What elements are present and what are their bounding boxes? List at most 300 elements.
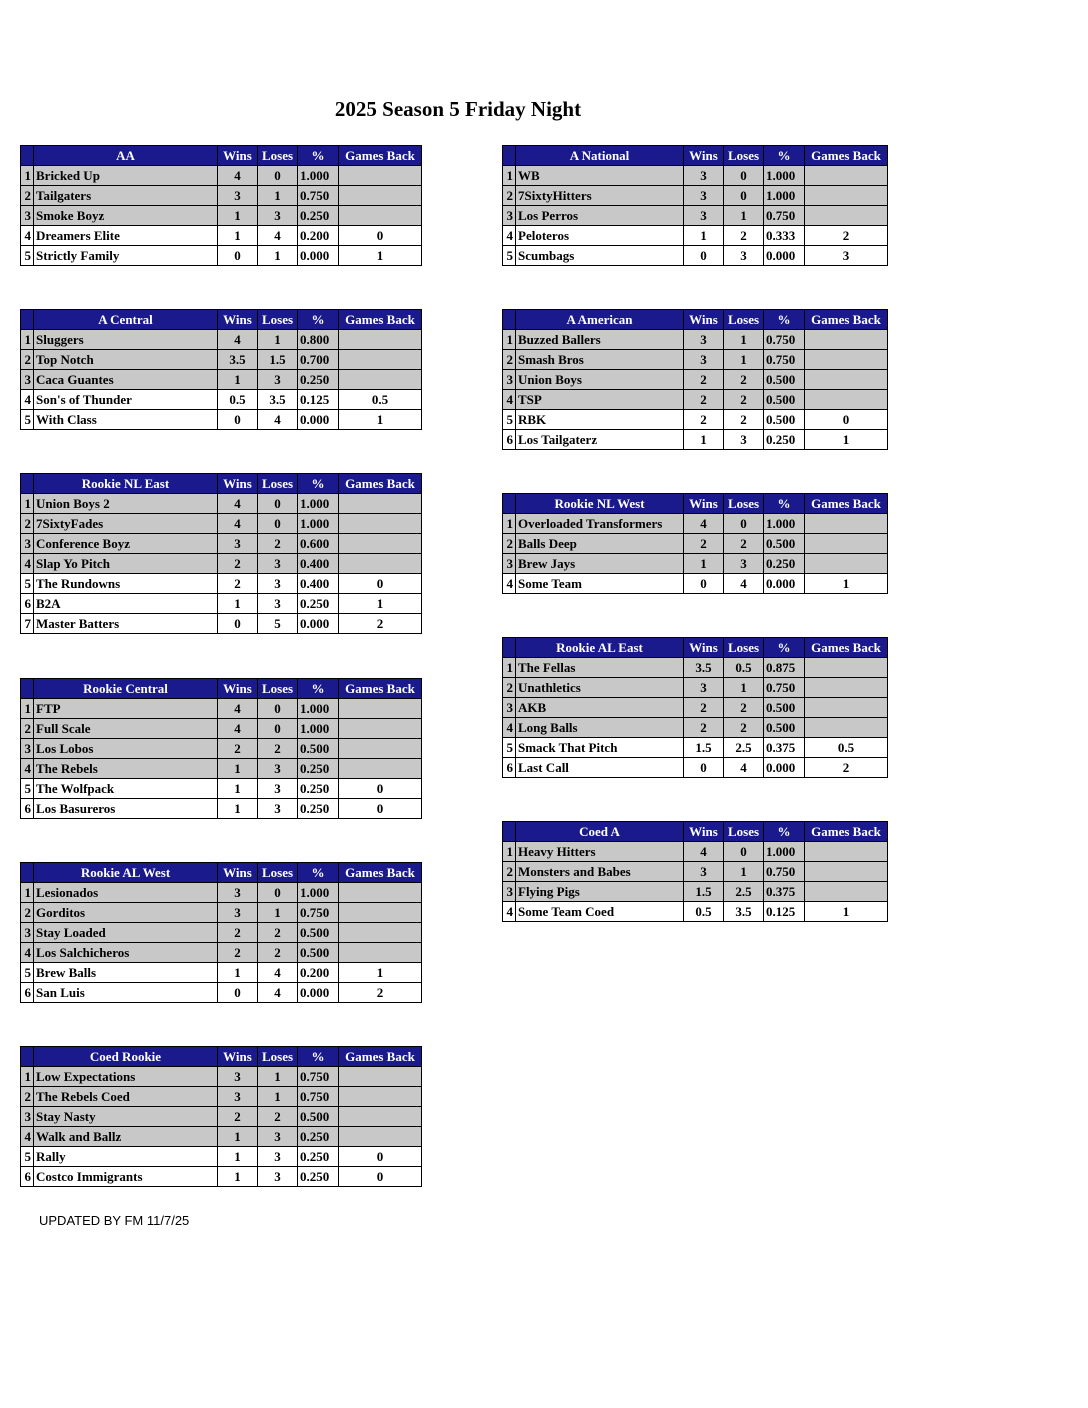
team-name: Master Batters (34, 614, 218, 634)
header-wins: Wins (218, 1047, 258, 1067)
header-loses: Loses (724, 494, 764, 514)
rank-cell: 5 (21, 779, 34, 799)
pct-cell: 0.700 (298, 350, 339, 370)
team-name: Los Tailgaterz (516, 430, 684, 450)
rank-cell: 3 (21, 739, 34, 759)
games-back-cell (339, 514, 422, 534)
team-name: Heavy Hitters (516, 842, 684, 862)
wins-cell: 1 (684, 554, 724, 574)
rank-cell: 2 (503, 186, 516, 206)
table-header-row (21, 146, 422, 166)
table-header-row (503, 146, 888, 166)
header-games-back: Games Back (339, 146, 422, 166)
games-back-cell: 3 (805, 246, 888, 266)
loses-cell: 3 (258, 206, 298, 226)
pct-cell: 0.000 (298, 614, 339, 634)
table-row (503, 574, 888, 594)
table-row (21, 1107, 422, 1127)
table-row (503, 902, 888, 922)
table-row (503, 862, 888, 882)
loses-cell: 2 (258, 739, 298, 759)
standings-table-a-american (502, 309, 888, 450)
header-rank (21, 679, 34, 699)
games-back-cell (339, 923, 422, 943)
games-back-cell (805, 350, 888, 370)
wins-cell: 2 (684, 534, 724, 554)
wins-cell: 0 (684, 758, 724, 778)
wins-cell: 2 (218, 1107, 258, 1127)
header-pct: % (298, 863, 339, 883)
rank-cell: 1 (503, 842, 516, 862)
table-header-row (503, 310, 888, 330)
header-rank (21, 863, 34, 883)
loses-cell: 2 (724, 410, 764, 430)
rank-cell: 6 (21, 1167, 34, 1187)
pct-cell: 0.500 (298, 943, 339, 963)
loses-cell: 3 (724, 430, 764, 450)
games-back-cell: 0 (339, 779, 422, 799)
table-row (503, 166, 888, 186)
rank-cell: 1 (21, 494, 34, 514)
wins-cell: 1.5 (684, 738, 724, 758)
team-name: Strictly Family (34, 246, 218, 266)
division-name: Rookie Central (34, 679, 218, 699)
header-rank (21, 146, 34, 166)
table-row (21, 574, 422, 594)
loses-cell: 4 (258, 410, 298, 430)
games-back-cell (339, 206, 422, 226)
table-row (21, 410, 422, 430)
loses-cell: 2 (724, 534, 764, 554)
team-name: Walk and Ballz (34, 1127, 218, 1147)
table-row (503, 658, 888, 678)
pct-cell: 1.000 (298, 494, 339, 514)
games-back-cell (339, 903, 422, 923)
pct-cell: 0.400 (298, 554, 339, 574)
team-name: Lesionados (34, 883, 218, 903)
table-row (21, 350, 422, 370)
games-back-cell (805, 882, 888, 902)
rank-cell: 3 (21, 370, 34, 390)
table-row (21, 1167, 422, 1187)
header-wins: Wins (218, 679, 258, 699)
rank-cell: 5 (21, 246, 34, 266)
standings-table-rookie-central (20, 678, 422, 819)
loses-cell: 3 (258, 1127, 298, 1147)
header-pct: % (764, 310, 805, 330)
wins-cell: 1 (218, 759, 258, 779)
pct-cell: 0.250 (298, 799, 339, 819)
wins-cell: 3.5 (684, 658, 724, 678)
wins-cell: 2 (218, 923, 258, 943)
rank-cell: 6 (21, 799, 34, 819)
table-header-row (503, 494, 888, 514)
division-name: A National (516, 146, 684, 166)
table-row (21, 983, 422, 1003)
games-back-cell: 1 (805, 430, 888, 450)
rank-cell: 6 (21, 594, 34, 614)
games-back-cell: 0.5 (805, 738, 888, 758)
table-row (21, 494, 422, 514)
header-pct: % (764, 494, 805, 514)
loses-cell: 1 (258, 186, 298, 206)
standings-table-rookie-nl-east (20, 473, 422, 634)
team-name: Buzzed Ballers (516, 330, 684, 350)
rank-cell: 5 (503, 738, 516, 758)
pct-cell: 0.250 (298, 1167, 339, 1187)
games-back-cell (805, 534, 888, 554)
rank-cell: 1 (21, 1067, 34, 1087)
team-name: Smack That Pitch (516, 738, 684, 758)
standings-table-rookie-al-west (20, 862, 422, 1003)
team-name: Flying Pigs (516, 882, 684, 902)
games-back-cell (339, 759, 422, 779)
loses-cell: 5 (258, 614, 298, 634)
pct-cell: 0.500 (764, 370, 805, 390)
rank-cell: 1 (503, 166, 516, 186)
team-name: The Wolfpack (34, 779, 218, 799)
games-back-cell (805, 698, 888, 718)
division-name: A Central (34, 310, 218, 330)
loses-cell: 0 (258, 719, 298, 739)
pct-cell: 0.750 (298, 903, 339, 923)
team-name: WB (516, 166, 684, 186)
games-back-cell (339, 739, 422, 759)
games-back-cell: 1 (339, 594, 422, 614)
team-name: Sluggers (34, 330, 218, 350)
table-header-row (21, 310, 422, 330)
pct-cell: 0.333 (764, 226, 805, 246)
pct-cell: 0.000 (298, 983, 339, 1003)
loses-cell: 0 (258, 883, 298, 903)
loses-cell: 3.5 (258, 390, 298, 410)
table-header-row (21, 1047, 422, 1067)
wins-cell: 3 (684, 678, 724, 698)
header-wins: Wins (218, 146, 258, 166)
rank-cell: 3 (21, 206, 34, 226)
header-games-back: Games Back (805, 146, 888, 166)
games-back-cell (339, 1067, 422, 1087)
loses-cell: 1 (258, 1087, 298, 1107)
loses-cell: 2 (258, 943, 298, 963)
header-games-back: Games Back (339, 474, 422, 494)
header-wins: Wins (684, 638, 724, 658)
team-name: Union Boys 2 (34, 494, 218, 514)
pct-cell: 0.800 (298, 330, 339, 350)
header-loses: Loses (258, 863, 298, 883)
games-back-cell (339, 554, 422, 574)
wins-cell: 4 (218, 699, 258, 719)
table-row (21, 759, 422, 779)
games-back-cell (805, 862, 888, 882)
header-rank (21, 310, 34, 330)
table-row (503, 758, 888, 778)
table-row (21, 903, 422, 923)
rank-cell: 1 (21, 883, 34, 903)
games-back-cell: 2 (339, 983, 422, 1003)
loses-cell: 0 (724, 186, 764, 206)
pct-cell: 0.400 (298, 574, 339, 594)
page-title: 2025 Season 5 Friday Night (334, 97, 582, 121)
pct-cell: 0.000 (764, 758, 805, 778)
table-row (503, 410, 888, 430)
team-name: Dreamers Elite (34, 226, 218, 246)
team-name: Tailgaters (34, 186, 218, 206)
table-row (21, 1127, 422, 1147)
games-back-cell (339, 166, 422, 186)
header-rank (503, 822, 516, 842)
table-row (21, 330, 422, 350)
table-row (21, 1067, 422, 1087)
table-row (21, 923, 422, 943)
games-back-cell (805, 186, 888, 206)
team-name: The Rebels (34, 759, 218, 779)
team-name: Stay Nasty (34, 1107, 218, 1127)
pct-cell: 0.750 (764, 862, 805, 882)
pct-cell: 1.000 (298, 699, 339, 719)
team-name: Los Salchicheros (34, 943, 218, 963)
rank-cell: 3 (21, 1107, 34, 1127)
wins-cell: 1.5 (684, 882, 724, 902)
wins-cell: 1 (218, 779, 258, 799)
team-name: Low Expectations (34, 1067, 218, 1087)
rank-cell: 2 (21, 719, 34, 739)
loses-cell: 3 (258, 1167, 298, 1187)
table-row (503, 370, 888, 390)
games-back-cell: 0 (339, 226, 422, 246)
loses-cell: 3 (724, 246, 764, 266)
table-row (21, 943, 422, 963)
team-name: Balls Deep (516, 534, 684, 554)
pct-cell: 0.250 (298, 779, 339, 799)
header-rank (503, 494, 516, 514)
pct-cell: 0.750 (298, 186, 339, 206)
header-loses: Loses (258, 679, 298, 699)
pct-cell: 0.200 (298, 226, 339, 246)
pct-cell: 0.000 (298, 410, 339, 430)
rank-cell: 1 (503, 330, 516, 350)
table-row (21, 514, 422, 534)
games-back-cell: 0 (339, 574, 422, 594)
pct-cell: 0.500 (298, 923, 339, 943)
wins-cell: 2 (684, 410, 724, 430)
team-name: Long Balls (516, 718, 684, 738)
team-name: 7SixtyHitters (516, 186, 684, 206)
loses-cell: 2 (724, 390, 764, 410)
header-rank (21, 1047, 34, 1067)
table-row (503, 430, 888, 450)
pct-cell: 0.250 (764, 554, 805, 574)
table-header-row (21, 679, 422, 699)
pct-cell: 0.875 (764, 658, 805, 678)
team-name: Caca Guantes (34, 370, 218, 390)
division-name: Rookie NL East (34, 474, 218, 494)
wins-cell: 4 (684, 842, 724, 862)
rank-cell: 6 (21, 983, 34, 1003)
table-row (21, 534, 422, 554)
rank-cell: 2 (503, 534, 516, 554)
division-name: Coed A (516, 822, 684, 842)
rank-cell: 3 (21, 923, 34, 943)
loses-cell: 3 (258, 1147, 298, 1167)
updated-note: UPDATED BY FM 11/7/25 (39, 1213, 190, 1228)
team-name: Rally (34, 1147, 218, 1167)
wins-cell: 1 (218, 1167, 258, 1187)
rank-cell: 6 (503, 758, 516, 778)
team-name: Top Notch (34, 350, 218, 370)
pct-cell: 0.250 (298, 370, 339, 390)
table-row (503, 350, 888, 370)
team-name: Some Team (516, 574, 684, 594)
pct-cell: 0.000 (298, 246, 339, 266)
team-name: Los Lobos (34, 739, 218, 759)
table-row (21, 390, 422, 410)
games-back-cell: 2 (805, 758, 888, 778)
games-back-cell (339, 699, 422, 719)
games-back-cell: 0 (339, 799, 422, 819)
games-back-cell (805, 658, 888, 678)
table-row (21, 799, 422, 819)
team-name: Full Scale (34, 719, 218, 739)
rank-cell: 1 (21, 166, 34, 186)
team-name: The Rebels Coed (34, 1087, 218, 1107)
wins-cell: 2 (684, 698, 724, 718)
rank-cell: 4 (503, 718, 516, 738)
standings-table-rookie-nl-west (502, 493, 888, 594)
loses-cell: 4 (724, 758, 764, 778)
division-name: Rookie AL East (516, 638, 684, 658)
games-back-cell (339, 370, 422, 390)
games-back-cell (339, 350, 422, 370)
rank-cell: 5 (21, 410, 34, 430)
games-back-cell: 1 (805, 574, 888, 594)
team-name: Stay Loaded (34, 923, 218, 943)
loses-cell: 4 (724, 574, 764, 594)
rank-cell: 1 (503, 514, 516, 534)
wins-cell: 1 (218, 799, 258, 819)
team-name: Unathletics (516, 678, 684, 698)
pct-cell: 0.250 (298, 1127, 339, 1147)
rank-cell: 4 (503, 226, 516, 246)
standings-table-coed-rookie (20, 1046, 422, 1187)
rank-cell: 4 (21, 390, 34, 410)
games-back-cell: 0.5 (339, 390, 422, 410)
games-back-cell: 0 (805, 410, 888, 430)
header-rank (21, 474, 34, 494)
table-header-row (503, 638, 888, 658)
loses-cell: 2 (724, 718, 764, 738)
pct-cell: 0.500 (764, 390, 805, 410)
wins-cell: 3 (684, 186, 724, 206)
loses-cell: 0 (258, 494, 298, 514)
rank-cell: 4 (503, 574, 516, 594)
wins-cell: 0 (218, 410, 258, 430)
rank-cell: 2 (21, 514, 34, 534)
rank-cell: 4 (503, 902, 516, 922)
team-name: Brew Balls (34, 963, 218, 983)
table-row (503, 330, 888, 350)
wins-cell: 1 (218, 594, 258, 614)
games-back-cell (339, 330, 422, 350)
table-row (503, 718, 888, 738)
wins-cell: 2 (218, 574, 258, 594)
games-back-cell (339, 186, 422, 206)
games-back-cell (339, 534, 422, 554)
pct-cell: 0.500 (764, 718, 805, 738)
games-back-cell (339, 719, 422, 739)
loses-cell: 2 (258, 1107, 298, 1127)
games-back-cell (339, 1127, 422, 1147)
team-name: Slap Yo Pitch (34, 554, 218, 574)
pct-cell: 0.375 (764, 738, 805, 758)
games-back-cell (339, 494, 422, 514)
loses-cell: 3.5 (724, 902, 764, 922)
games-back-cell (805, 842, 888, 862)
team-name: AKB (516, 698, 684, 718)
rank-cell: 1 (21, 330, 34, 350)
table-row (21, 699, 422, 719)
pct-cell: 0.750 (298, 1087, 339, 1107)
pct-cell: 0.500 (764, 698, 805, 718)
header-loses: Loses (724, 146, 764, 166)
header-loses: Loses (258, 474, 298, 494)
team-name: Overloaded Transformers (516, 514, 684, 534)
header-rank (503, 638, 516, 658)
loses-cell: 1 (724, 206, 764, 226)
table-row (21, 614, 422, 634)
games-back-cell (805, 370, 888, 390)
team-name: With Class (34, 410, 218, 430)
games-back-cell (805, 390, 888, 410)
wins-cell: 1 (218, 226, 258, 246)
rank-cell: 4 (21, 554, 34, 574)
loses-cell: 3 (258, 370, 298, 390)
rank-cell: 2 (21, 903, 34, 923)
team-name: Union Boys (516, 370, 684, 390)
pct-cell: 1.000 (298, 166, 339, 186)
team-name: San Luis (34, 983, 218, 1003)
loses-cell: 1 (724, 678, 764, 698)
rank-cell: 5 (503, 246, 516, 266)
pct-cell: 0.250 (298, 206, 339, 226)
header-loses: Loses (724, 638, 764, 658)
rank-cell: 3 (503, 882, 516, 902)
wins-cell: 0 (684, 246, 724, 266)
rank-cell: 5 (21, 1147, 34, 1167)
rank-cell: 3 (21, 534, 34, 554)
wins-cell: 4 (218, 494, 258, 514)
wins-cell: 4 (684, 514, 724, 534)
loses-cell: 2.5 (724, 882, 764, 902)
table-row (21, 226, 422, 246)
rank-cell: 4 (21, 226, 34, 246)
table-row (21, 206, 422, 226)
table-header-row (21, 474, 422, 494)
header-pct: % (298, 1047, 339, 1067)
loses-cell: 3 (258, 799, 298, 819)
pct-cell: 0.750 (298, 1067, 339, 1087)
team-name: Smash Bros (516, 350, 684, 370)
pct-cell: 1.000 (298, 514, 339, 534)
table-row (21, 1087, 422, 1107)
games-back-cell (339, 1087, 422, 1107)
team-name: Conference Boyz (34, 534, 218, 554)
header-pct: % (764, 822, 805, 842)
pct-cell: 0.500 (764, 534, 805, 554)
games-back-cell (805, 206, 888, 226)
team-name: The Fellas (516, 658, 684, 678)
loses-cell: 0 (258, 166, 298, 186)
